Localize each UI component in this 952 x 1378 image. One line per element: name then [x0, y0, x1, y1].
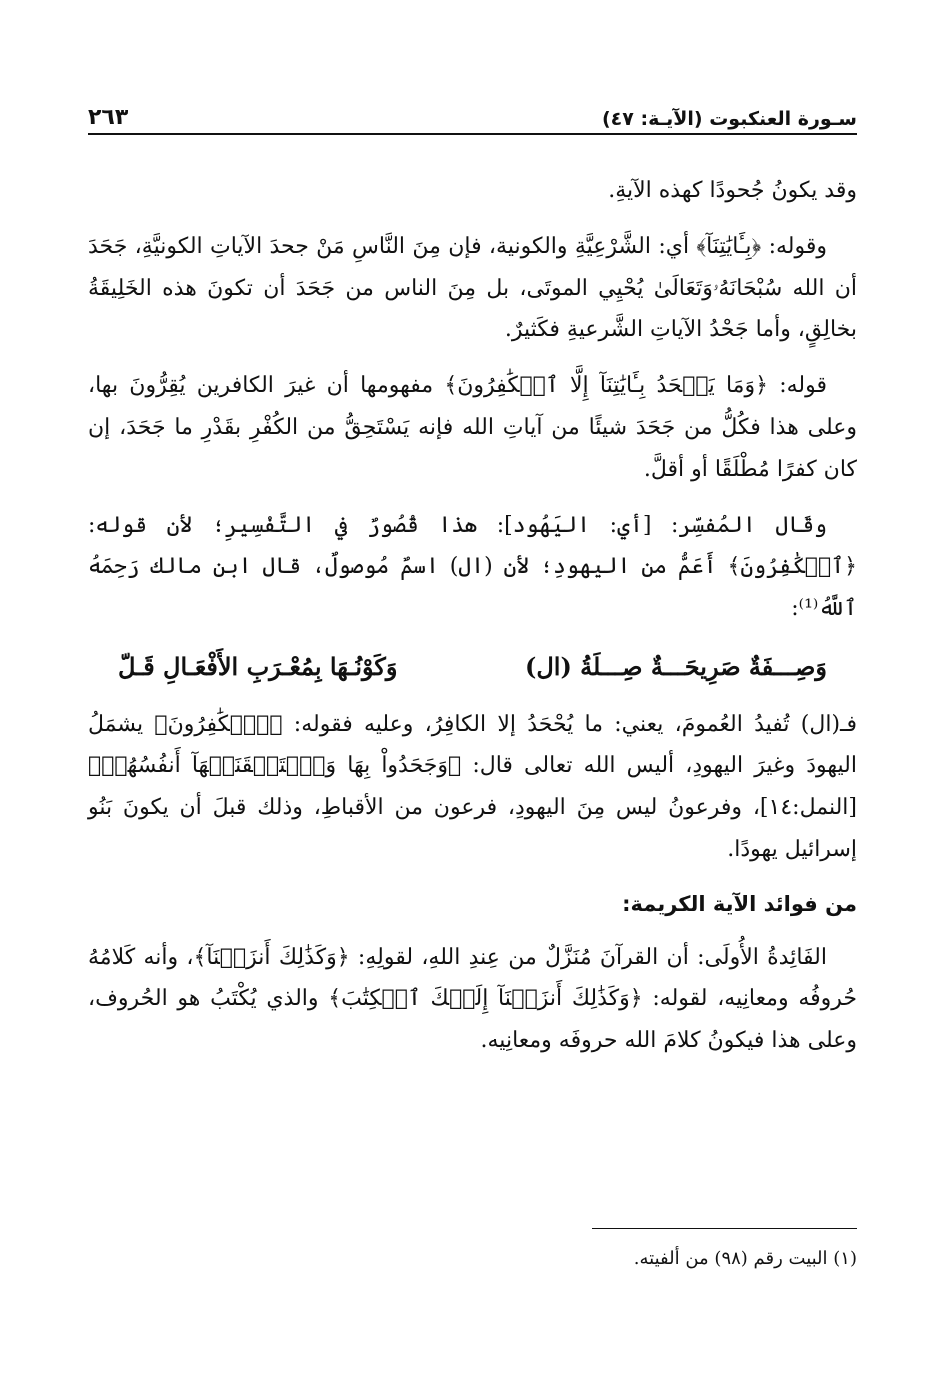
benefit-paragraph: الفَائِدةُ الأُولَى: أن القرآنَ مُنَزَّلٌ من عِندِ اللهِ، لقولِهِ: ﴿وَكَذَٰلِكَ أَنزَلۡنَآ﴾، وأنه كَلامُهُ حُروفُه ومعانِيه، لقوله: ﴿وَكَذَٰلِكَ أَنزَلۡنَآ إِلَيۡكَ ٱلۡكِتَٰبَ﴾ والذي يُكْتَبُ هو الحُروف، وعلى هذا فيكونُ كلامَ الله حروفَه ومعانِيه.	[88, 944, 857, 1054]
poem-hemistich-first: وَصِـــفَةٌ صَرِيحَـــةٌ صِـــلَةُ (ال)	[525, 651, 827, 681]
footnote-rule	[592, 1228, 857, 1229]
paragraph: وقَال المُفسِّر: [أي: اليَهُود]: هذا قُصُورٌ في التَّفْسِيرِ؛ لأن قوله: ﴿ٱلۡكَٰفِرُونَ﴾ أَعَمُّ من اليهودِ؛ لأن (ال) اسمٌ مُوصولٌ، قال ابن مالك رَحِمَهُ ٱللَّهُ⁽¹⁾:	[88, 512, 857, 622]
paragraph: وقد يكونُ جُحودًا كهذه الآيةِ.	[608, 178, 857, 203]
paragraph: وقوله: ﴿بِـَٔايَٰتِنَآ﴾ أي: الشَّرْعِيَّةِ والكونية، فإن مِنَ النَّاسِ مَنْ جحدَ الآياتِ الكونيَّةِ، جَحَدَ أن الله سُبْحَانَهُۥوَتَعَالَىٰ يُحْيِي الموتَى، بل مِنَ الناس من جَحَدَ أن تكونَ هذه الخَلِيقَةُ بخالِقٍ، وأما جَحْدُ الآياتِ الشَّرعيةِ فكَثيرٌ.	[88, 233, 857, 343]
paragraph: قوله: ﴿وَمَا يَجۡحَدُ بِـَٔايَٰتِنَآ إِلَّا ٱلۡكَٰفِرُونَ﴾ مفهومها أن غيرَ الكافرين يُقِرُّونَ بها، وعلى هذا فكُلُّ من جَحَدَ شيئًا من آياتِ الله فإنه يَسْتَحِقُّ من الكُفْرِ بقَدْرِ ما جَحَدَ، إن كان كفرًا مُطْلَقًا أو أقلَّ.	[88, 373, 857, 482]
page-number: ٢٦٣	[88, 105, 129, 130]
poem-verse	[88, 644, 857, 690]
section-heading: من فوائد الآية الكريمة:	[622, 891, 857, 916]
page-header	[88, 96, 857, 130]
header-title: سـورة العنكبوت (الآيـة: ٤٧)	[601, 108, 857, 130]
poem-hemistich-second: وَكَوْنُـهَا بِمُعْـرَبِ الأَفْعَـالِ قَـلّ	[118, 651, 398, 681]
footnote: (١) البيت رقم (٩٨) من ألفيته.	[633, 1248, 857, 1269]
paragraph: فـ(ال) تُفيدُ العُمومَ، يعني: ما يُحْحَدُ إلا الكافِرُ، وعليه فقوله: ﴿ٱلۡكَٰفِرُونَ﴾ يشمَلُ اليهودَ وغيرَ اليهودِ، أليس الله تعالى قال: ﴿وَجَحَدُواْ بِهَا وَٱسۡتَيۡقَنَتۡهَآ أَنفُسُهُمۡ﴾ [النمل:١٤]، وفرعونُ ليس مِنَ اليهودِ، فرعون من الأقباطِ، وذلك قبلَ أن يكونَ بَنُو إسرائيل يهودًا.	[88, 711, 857, 862]
page-body	[88, 170, 857, 1076]
header-rule	[88, 133, 857, 135]
